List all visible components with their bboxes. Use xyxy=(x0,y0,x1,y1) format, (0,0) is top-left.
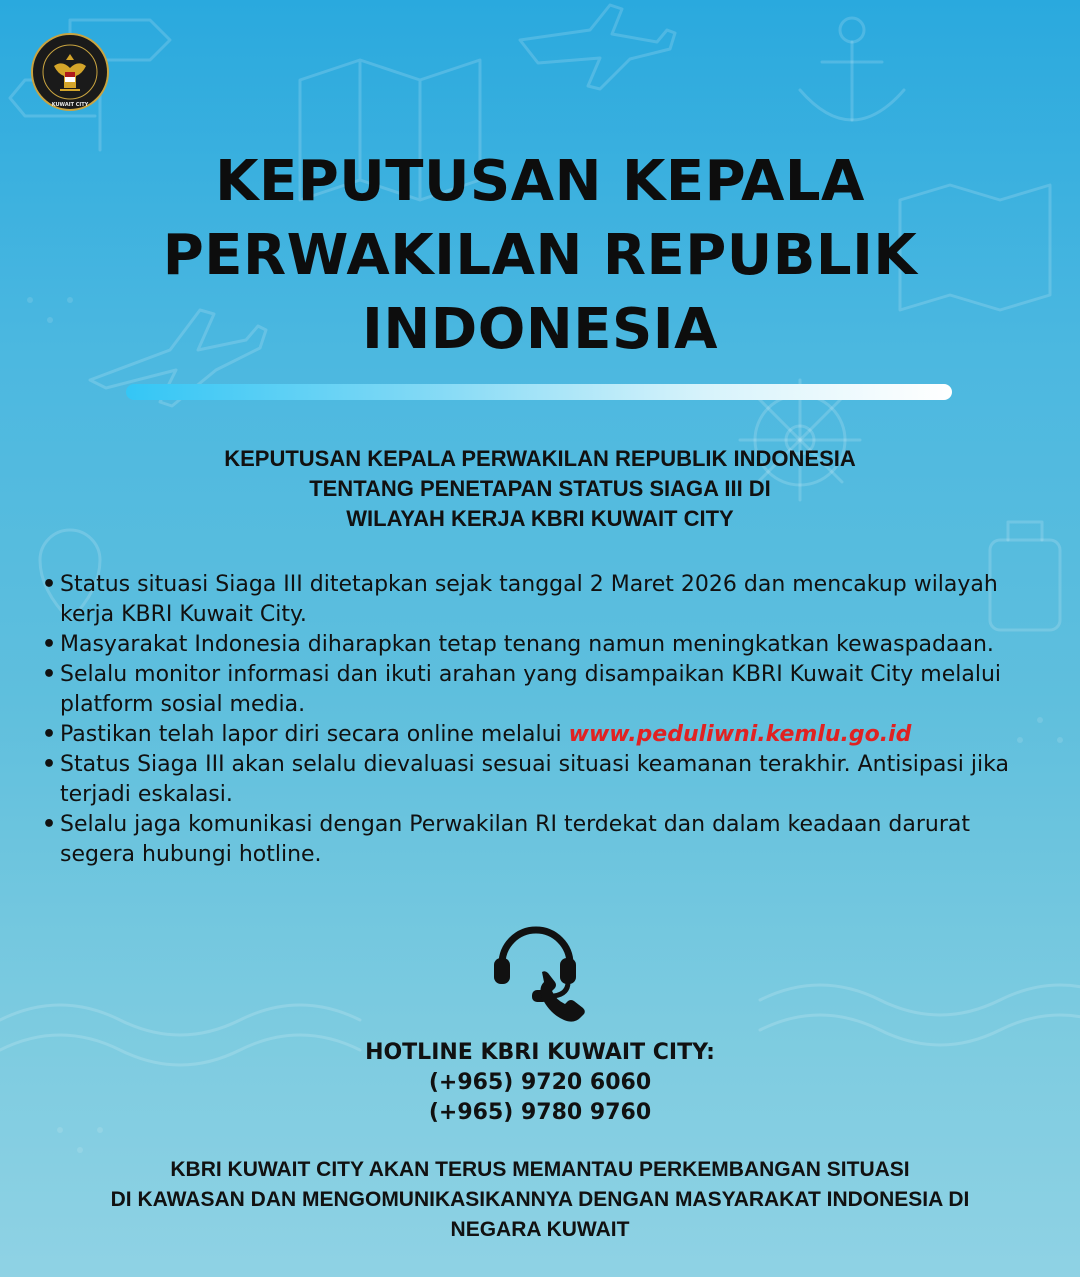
decree-subtitle xyxy=(60,444,1020,534)
airplane-icon xyxy=(520,5,675,89)
title-line-3: INDONESIA xyxy=(362,297,718,362)
bullet-text: Selalu monitor informasi dan ikuti arahan yang disampaikan KBRI Kuwait City melalui platform sosial media. xyxy=(60,662,1002,717)
bullet-item xyxy=(38,810,1048,870)
subtitle-line-3: WILAYAH KERJA KBRI KUWAIT CITY xyxy=(346,506,734,531)
peduliwni-link[interactable]: www.peduliwni.kemlu.go.id xyxy=(568,722,912,747)
bullet-item xyxy=(38,720,1048,750)
hotline-label: HOTLINE KBRI KUWAIT CITY: xyxy=(365,1040,715,1065)
svg-text:KUWAIT CITY: KUWAIT CITY xyxy=(51,102,89,108)
bullet-text: Selalu jaga komunikasi dengan Perwakilan RI terdekat dan dalam keadaan darurat segera hubungi hotline. xyxy=(60,812,970,867)
bullet-item xyxy=(38,750,1048,810)
bullet-text: Pastikan telah lapor diri secara online melalui xyxy=(60,722,569,747)
footer-line-1: KBRI KUWAIT CITY AKAN TERUS MEMANTAU PERKEMBANGAN SITUASI xyxy=(170,1158,910,1181)
hotline-phone-1[interactable]: (+965) 9720 6060 xyxy=(428,1070,652,1095)
footer-line-3: NEGARA KUWAIT xyxy=(450,1218,630,1241)
anchor-icon xyxy=(800,18,904,120)
embassy-seal-logo xyxy=(30,30,110,120)
title-line-2: PERWAKILAN REPUBLIK xyxy=(162,223,918,288)
subtitle-line-1: KEPUTUSAN KEPALA PERWAKILAN REPUBLIK INDONESIA xyxy=(224,446,856,471)
page-title xyxy=(0,145,1080,367)
hotline-phone-2[interactable]: (+965) 9780 9760 xyxy=(428,1100,652,1125)
bullet-list xyxy=(38,570,1048,870)
bullet-item xyxy=(38,570,1048,630)
subtitle-line-2: TENTANG PENETAPAN STATUS SIAGA III DI xyxy=(309,476,771,501)
bullet-text: Masyarakat Indonesia diharapkan tetap tenang namun meningkatkan kewaspadaan. xyxy=(60,632,994,657)
bullet-text: Status situasi Siaga III ditetapkan sejak tanggal 2 Maret 2026 dan mencakup wilayah kerja KBRI Kuwait City. xyxy=(60,572,998,627)
title-divider xyxy=(126,384,952,400)
headset-phone-icon xyxy=(488,920,592,1024)
wave-pattern xyxy=(0,1005,360,1035)
bullet-text: Status Siaga III akan selalu dievaluasi sesuai situasi keamanan terakhir. Antisipasi jika terjadi eskalasi. xyxy=(60,752,1009,807)
bullet-item xyxy=(38,660,1048,720)
footer-statement xyxy=(20,1155,1060,1245)
hotline-block xyxy=(240,1038,840,1128)
title-line-1: KEPUTUSAN KEPALA xyxy=(215,149,865,214)
bullet-item xyxy=(38,630,1048,660)
footer-line-2: DI KAWASAN DAN MENGOMUNIKASIKANNYA DENGAN MASYARAKAT INDONESIA DI xyxy=(110,1188,970,1211)
